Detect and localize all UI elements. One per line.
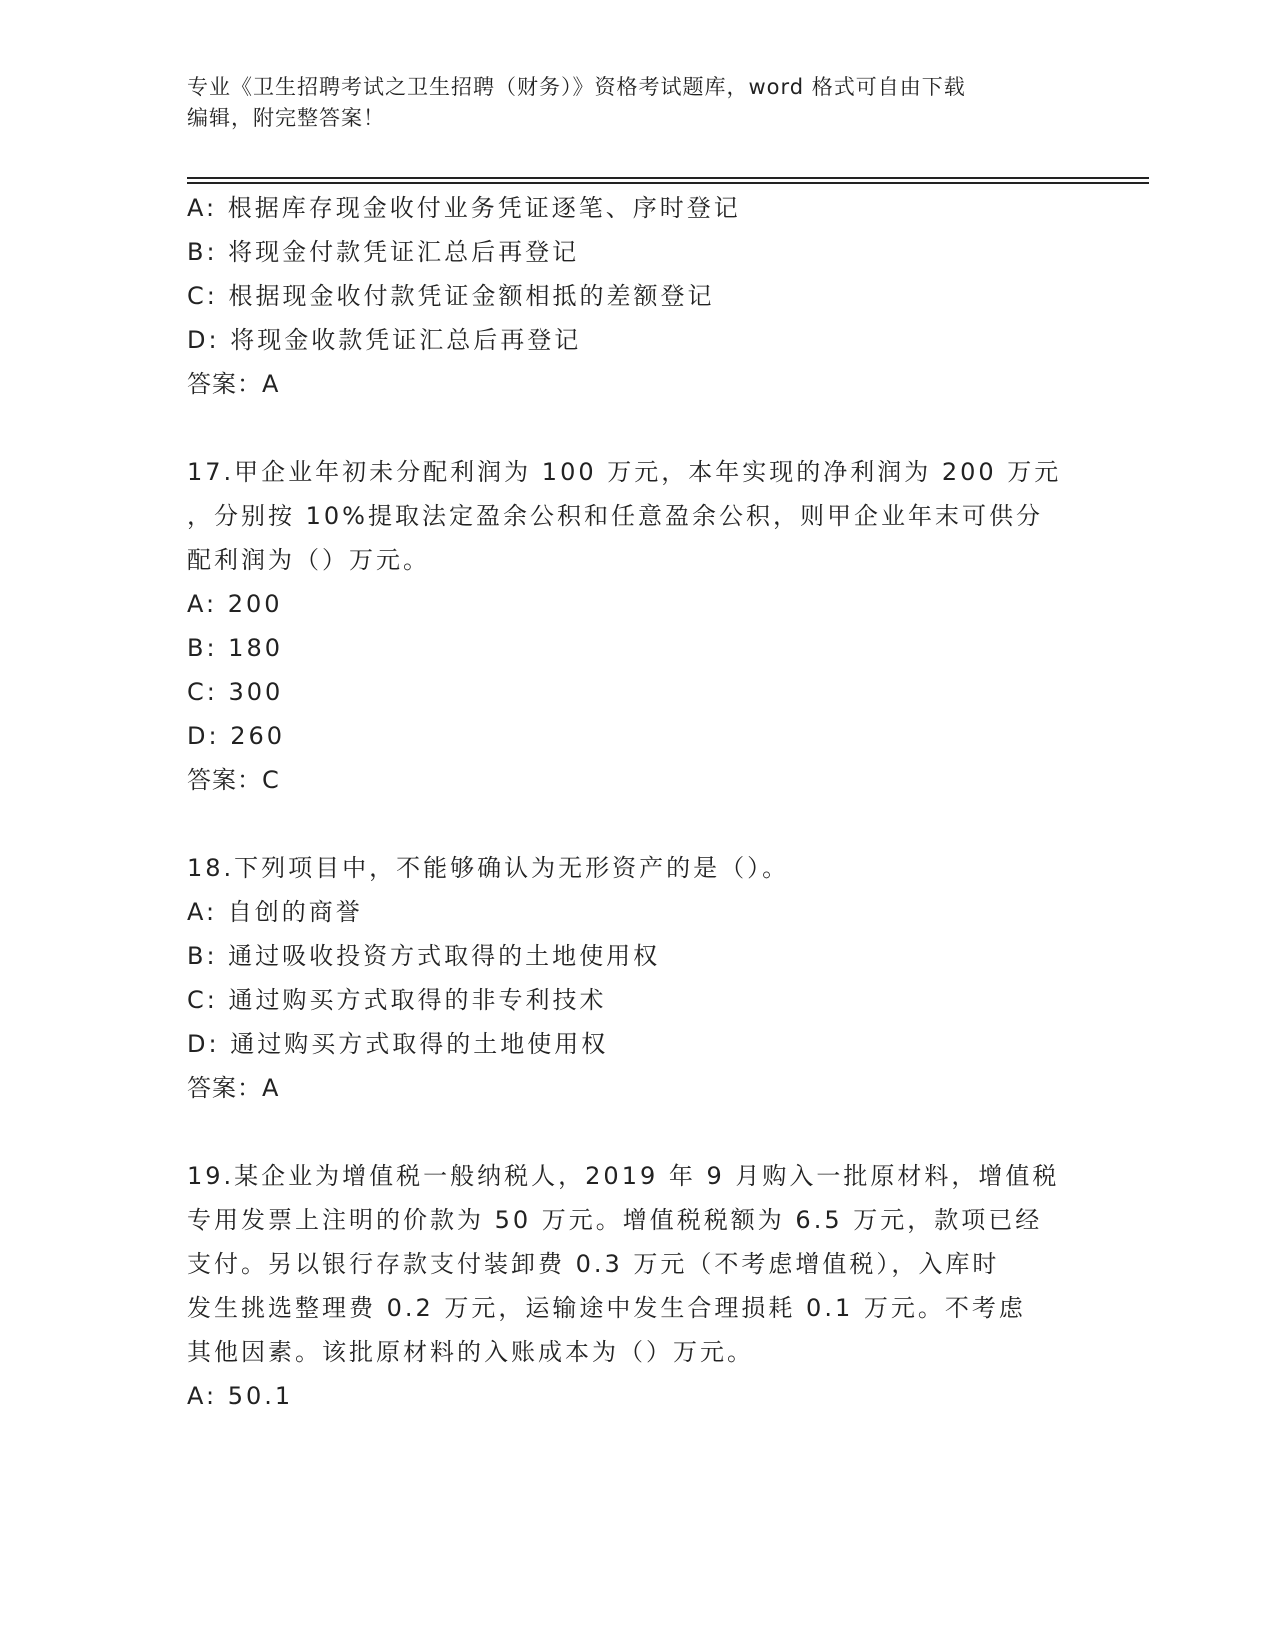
header-divider-top: [187, 177, 1149, 179]
q18-option-c: C: 通过购买方式取得的非专利技术: [187, 986, 607, 1014]
q17-stem-line-3: 配利润为（）万元。: [187, 546, 430, 574]
q17-option-b: B: 180: [187, 634, 283, 662]
q16-option-b: B: 将现金付款凭证汇总后再登记: [187, 238, 580, 266]
header-line-2: 编辑，附完整答案！: [187, 106, 385, 130]
q16-option-d: D: 将现金收款凭证汇总后再登记: [187, 326, 582, 354]
header-divider-bottom: [187, 182, 1149, 184]
q19-stem-line-3: 支付。另以银行存款支付装卸费 0.3 万元（不考虑增值税），入库时: [187, 1250, 1000, 1278]
q18-stem-line-1: 18.下列项目中，不能够确认为无形资产的是（）。: [187, 854, 790, 882]
q16-option-c: C: 根据现金收付款凭证金额相抵的差额登记: [187, 282, 715, 310]
q17-option-a: A: 200: [187, 590, 283, 618]
q18-option-a: A: 自创的商誉: [187, 898, 363, 926]
q19-stem-line-4: 发生挑选整理费 0.2 万元，运输途中发生合理损耗 0.1 万元。不考虑: [187, 1294, 1026, 1322]
q17-stem-line-1: 17.甲企业年初未分配利润为 100 万元，本年实现的净利润为 200 万元: [187, 458, 1062, 486]
header-line-1: 专业《卫生招聘考试之卫生招聘（财务）》资格考试题库，word 格式可自由下载: [187, 75, 966, 99]
q18-option-d: D: 通过购买方式取得的土地使用权: [187, 1030, 609, 1058]
q18-option-b: B: 通过吸收投资方式取得的土地使用权: [187, 942, 661, 970]
q18-answer: 答案：A: [187, 1074, 280, 1102]
q19-stem-line-5: 其他因素。该批原材料的入账成本为（）万元。: [187, 1338, 754, 1366]
q17-option-c: C: 300: [187, 678, 284, 706]
q19-stem-line-2: 专用发票上注明的价款为 50 万元。增值税税额为 6.5 万元，款项已经: [187, 1206, 1043, 1234]
q16-answer: 答案：A: [187, 370, 280, 398]
q19-stem-line-1: 19.某企业为增值税一般纳税人，2019 年 9 月购入一批原材料，增值税: [187, 1162, 1060, 1190]
q19-option-a: A: 50.1: [187, 1382, 294, 1410]
q17-stem-line-2: ，分别按 10%提取法定盈余公积和任意盈余公积，则甲企业年末可供分: [187, 502, 1043, 530]
document-header: [187, 72, 1067, 134]
q17-option-d: D: 260: [187, 722, 286, 750]
q17-answer: 答案：C: [187, 766, 280, 794]
q16-option-a: A: 根据库存现金收付业务凭证逐笔、序时登记: [187, 194, 741, 222]
